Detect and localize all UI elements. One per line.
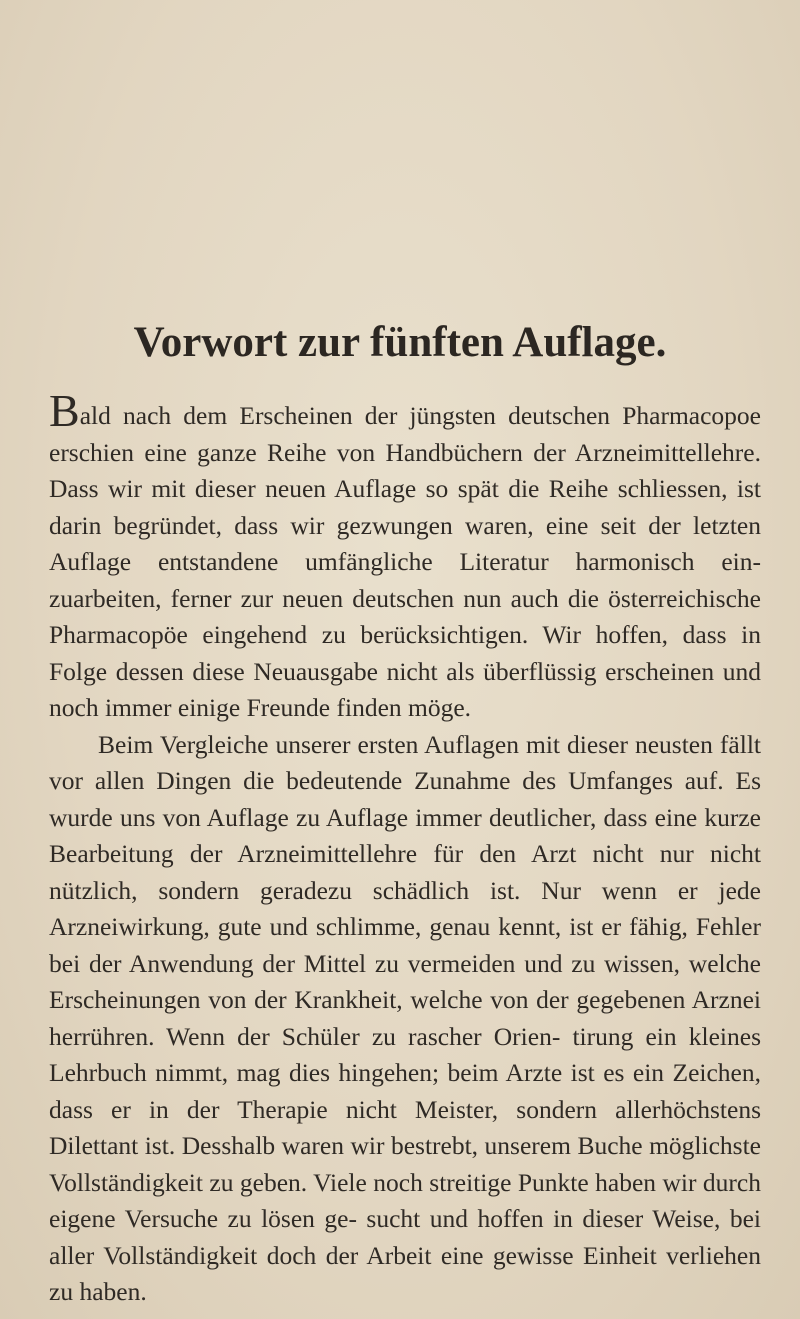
paragraph-2: Beim Vergleiche unserer ersten Auflagen mit dieser neusten fällt vor allen Dingen die bedeutende Zunahme des Umfanges auf. Es wurde uns von Auflage zu Auflage immer deutlicher, dass eine kurze Bearbeitung der Arzneimittellehre für den Arzt nicht nur nicht nützlich, sondern geradezu schädlich ist. Nur wenn er jede Arzneiwirkung, gute und schlimme, genau kennt, ist er fähig, Fehler bei der Anwendung der Mittel zu vermeiden und zu wissen, welche Erscheinungen von der Krankheit, welche von der gegebenen Arznei herrühren. Wenn der Schüler zu rascher Orien- tirung ein kleines Lehrbuch nimmt, mag dies hingehen; beim Arzte ist es ein Zeichen, dass er in der Therapie nicht Meister, sondern allerhöchstens Dilettant ist. Desshalb waren wir bestrebt, unserem Buche möglichste Vollständigkeit zu geben. Viele noch streitige Punkte haben wir durch eigene Versuche zu lösen ge- sucht und hoffen in dieser Weise, bei aller Vollständigkeit doch der Arbeit eine gewisse Einheit verliehen zu haben. — [49, 729, 761, 1306]
paragraph-1-text: ald nach dem Erscheinen der jüngsten deutschen Pharmacopoe erschien eine ganze Reihe von Handbüchern der Arzneimittellehre. Dass wir mit dieser neuen Auflage so spät die Reihe schliessen, ist darin begründet, dass wir gezwungen waren, eine seit der letzten Auflage entstandene umfängliche Literatur harmonisch ein- zuarbeiten, ferner zur neuen deutschen nun auch die österreichische Pharmacopöe eingehend zu berücksichtigen. Wir hoffen, dass in Folge dessen diese Neuausgabe nicht als überflüssig erscheinen und noch immer einige Freunde finden möge. — [49, 401, 761, 722]
preface-text — [49, 385, 761, 1311]
initial-letter: B — [49, 385, 80, 436]
paragraph-1 — [49, 385, 761, 727]
page-title: Vorwort zur fünften Auflage. — [133, 319, 667, 366]
